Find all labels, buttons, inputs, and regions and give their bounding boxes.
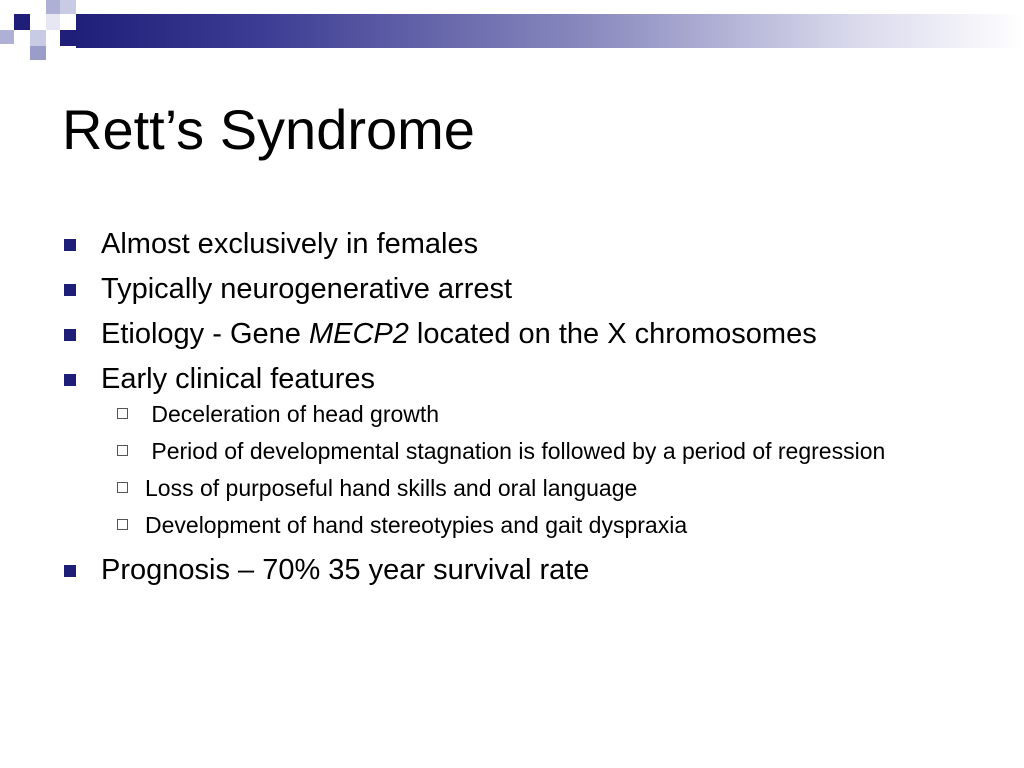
bullet-item xyxy=(62,226,982,262)
square-bullet-icon xyxy=(64,565,76,577)
decor-square xyxy=(46,14,60,30)
sub-bullet-item xyxy=(101,436,982,466)
decor-square xyxy=(46,0,60,14)
bullet-text: Early clinical features xyxy=(101,363,375,395)
bullet-item xyxy=(62,271,982,307)
bullet-text: Typically neurogenerative arrest xyxy=(101,273,513,305)
hollow-square-bullet-icon xyxy=(117,519,128,530)
sub-bullet-item xyxy=(101,399,982,429)
decor-square xyxy=(30,30,46,46)
bullet-text-post: located on the X chromosomes xyxy=(408,318,817,350)
decor-square xyxy=(60,30,76,46)
sub-bullet-item xyxy=(101,473,982,503)
decor-square xyxy=(30,46,46,60)
sub-bullet-text: Deceleration of head growth xyxy=(145,401,440,427)
square-bullet-icon xyxy=(64,329,76,341)
decor-square xyxy=(14,14,30,30)
hollow-square-bullet-icon xyxy=(117,445,128,456)
bullet-item xyxy=(62,552,982,588)
sub-list-container xyxy=(62,399,982,540)
header-decoration xyxy=(0,0,1024,60)
square-bullet-icon xyxy=(64,239,76,251)
bullet-item xyxy=(62,361,982,397)
square-bullet-icon xyxy=(64,374,76,386)
bullet-text: Almost exclusively in females xyxy=(101,228,479,260)
hollow-square-bullet-icon xyxy=(117,482,128,493)
bullet-text: Prognosis – 70% 35 year survival rate xyxy=(101,554,590,586)
sub-bullet-text: Development of hand stereotypies and gait dyspraxia xyxy=(145,512,688,538)
sub-bullet-item xyxy=(101,510,982,540)
hollow-square-bullet-icon xyxy=(117,408,128,419)
sub-bullet-list xyxy=(101,399,982,540)
slide-title: Rett’s Syndrome xyxy=(62,98,475,161)
header-gradient-bar xyxy=(76,14,1024,48)
sub-bullet-text: Loss of purposeful hand skills and oral language xyxy=(145,475,638,501)
bullet-item xyxy=(62,316,982,352)
bullet-list xyxy=(62,226,982,597)
sub-bullet-text: Period of developmental stagnation is followed by a period of regression xyxy=(145,438,886,464)
square-bullet-icon xyxy=(64,284,76,296)
gene-name: MECP2 xyxy=(308,318,409,350)
decor-square xyxy=(60,0,76,14)
decor-square xyxy=(0,30,14,44)
bullet-text-pre: Etiology - Gene xyxy=(101,318,309,350)
